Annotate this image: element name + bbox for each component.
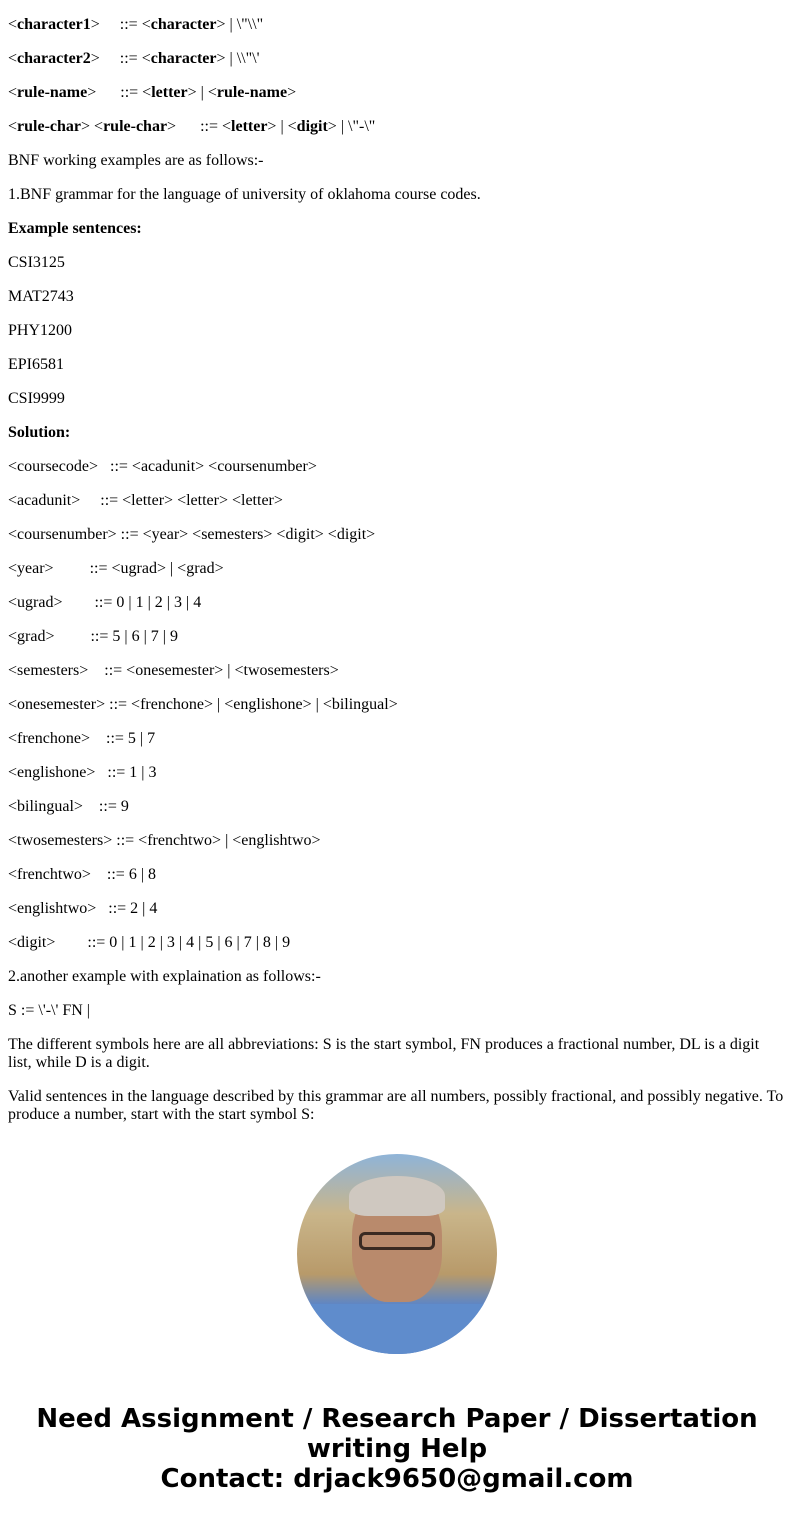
- text: <: [8, 16, 18, 33]
- hair: [349, 1176, 445, 1216]
- paragraph: The different symbols here are all abbreviations: S is the start symbol, FN produces a fractional number, DL is a digit list, while D is a digit.: [8, 1036, 760, 1071]
- solution-rule: <frenchone> ::= 5 | 7: [8, 730, 156, 747]
- grammar-rule-character2: [8, 50, 786, 68]
- footer-contact: Contact: drjack9650@gmail.com: [160, 1464, 634, 1494]
- solution-rule: <semesters> ::= <onesemester> | <twosemesters>: [8, 662, 339, 679]
- text: <: [8, 50, 18, 67]
- solution-rule: <twosemesters> ::= <frenchtwo> | <englishtwo>: [8, 832, 321, 849]
- text: <: [8, 118, 18, 135]
- solution-rule: <englishtwo> ::= 2 | 4: [8, 900, 158, 917]
- solution-label: [8, 424, 786, 442]
- solution-rule: <grad> ::= 5 | 6 | 7 | 9: [8, 628, 178, 645]
- sentence: CSI9999: [8, 390, 65, 407]
- glasses: [359, 1232, 435, 1250]
- text: rule-char: [103, 118, 168, 135]
- solution-rule: <ugrad> ::= 0 | 1 | 2 | 3 | 4: [8, 594, 202, 611]
- example2-title: 2.another example with explaination as follows:-: [8, 968, 321, 985]
- solution-rule: <frenchtwo> ::= 6 | 8: [8, 866, 157, 883]
- example-sentences-label: [8, 220, 786, 238]
- text: > ::= <: [87, 84, 152, 101]
- solution-rule: <bilingual> ::= 9: [8, 798, 129, 815]
- text: character1: [17, 16, 91, 33]
- text: > ::= <: [90, 16, 151, 33]
- text: > | <: [187, 84, 217, 101]
- solution-rule: <year> ::= <ugrad> | <grad>: [8, 560, 224, 577]
- solution-rule: <coursecode> ::= <acadunit> <coursenumber>: [8, 458, 317, 475]
- text: rule-char: [17, 118, 82, 135]
- text: <: [8, 84, 18, 101]
- text: > | \"-\": [327, 118, 376, 135]
- solution-rule: <acadunit> ::= <letter> <letter> <letter>: [8, 492, 283, 509]
- text: > | \"\\": [216, 16, 264, 33]
- example1-title: 1.BNF grammar for the language of university of oklahoma course codes.: [8, 186, 481, 203]
- text: character2: [17, 50, 91, 67]
- text: > | <: [267, 118, 297, 135]
- text: character: [150, 50, 217, 67]
- sentence: EPI6581: [8, 356, 64, 373]
- solution-rule: <onesemester> ::= <frenchone> | <englishone> | <bilingual>: [8, 696, 398, 713]
- grammar-rule-character1: [8, 16, 786, 34]
- text: > <: [81, 118, 104, 135]
- text: > ::= <: [167, 118, 232, 135]
- text: >: [287, 84, 297, 101]
- text: rule-name: [216, 84, 288, 101]
- text: rule-name: [17, 84, 88, 101]
- footer-banner: [8, 1404, 786, 1494]
- text: Solution:: [8, 424, 71, 441]
- paragraph: Valid sentences in the language described by this grammar are all numbers, possibly fractional, and possibly negative. To produce a number, start with the start symbol S:: [8, 1088, 784, 1123]
- sentence: CSI3125: [8, 254, 65, 271]
- grammar-rule-rule-name: [8, 84, 786, 102]
- s-rule: S := \'-\' FN |: [8, 1002, 91, 1019]
- text: letter: [231, 118, 268, 135]
- grammar-rule-rule-char: [8, 118, 786, 136]
- author-photo: [297, 1154, 497, 1354]
- solution-rule: <coursenumber> ::= <year> <semesters> <digit> <digit>: [8, 526, 376, 543]
- text: > | \\"\': [216, 50, 260, 67]
- intro: BNF working examples are as follows:-: [8, 152, 264, 169]
- solution-rule: <englishone> ::= 1 | 3: [8, 764, 157, 781]
- text: > ::= <: [90, 50, 151, 67]
- text: character: [150, 16, 217, 33]
- sentence: PHY1200: [8, 322, 73, 339]
- sentence: MAT2743: [8, 288, 74, 305]
- text: Example sentences:: [8, 220, 142, 237]
- solution-rule: <digit> ::= 0 | 1 | 2 | 3 | 4 | 5 | 6 | 7 | 8 | 9: [8, 934, 291, 951]
- solution-rules: [8, 458, 786, 952]
- footer-headline: Need Assignment / Research Paper / Dissertation writing Help: [36, 1404, 758, 1464]
- shirt: [297, 1304, 497, 1354]
- text: digit: [296, 118, 328, 135]
- text: letter: [151, 84, 188, 101]
